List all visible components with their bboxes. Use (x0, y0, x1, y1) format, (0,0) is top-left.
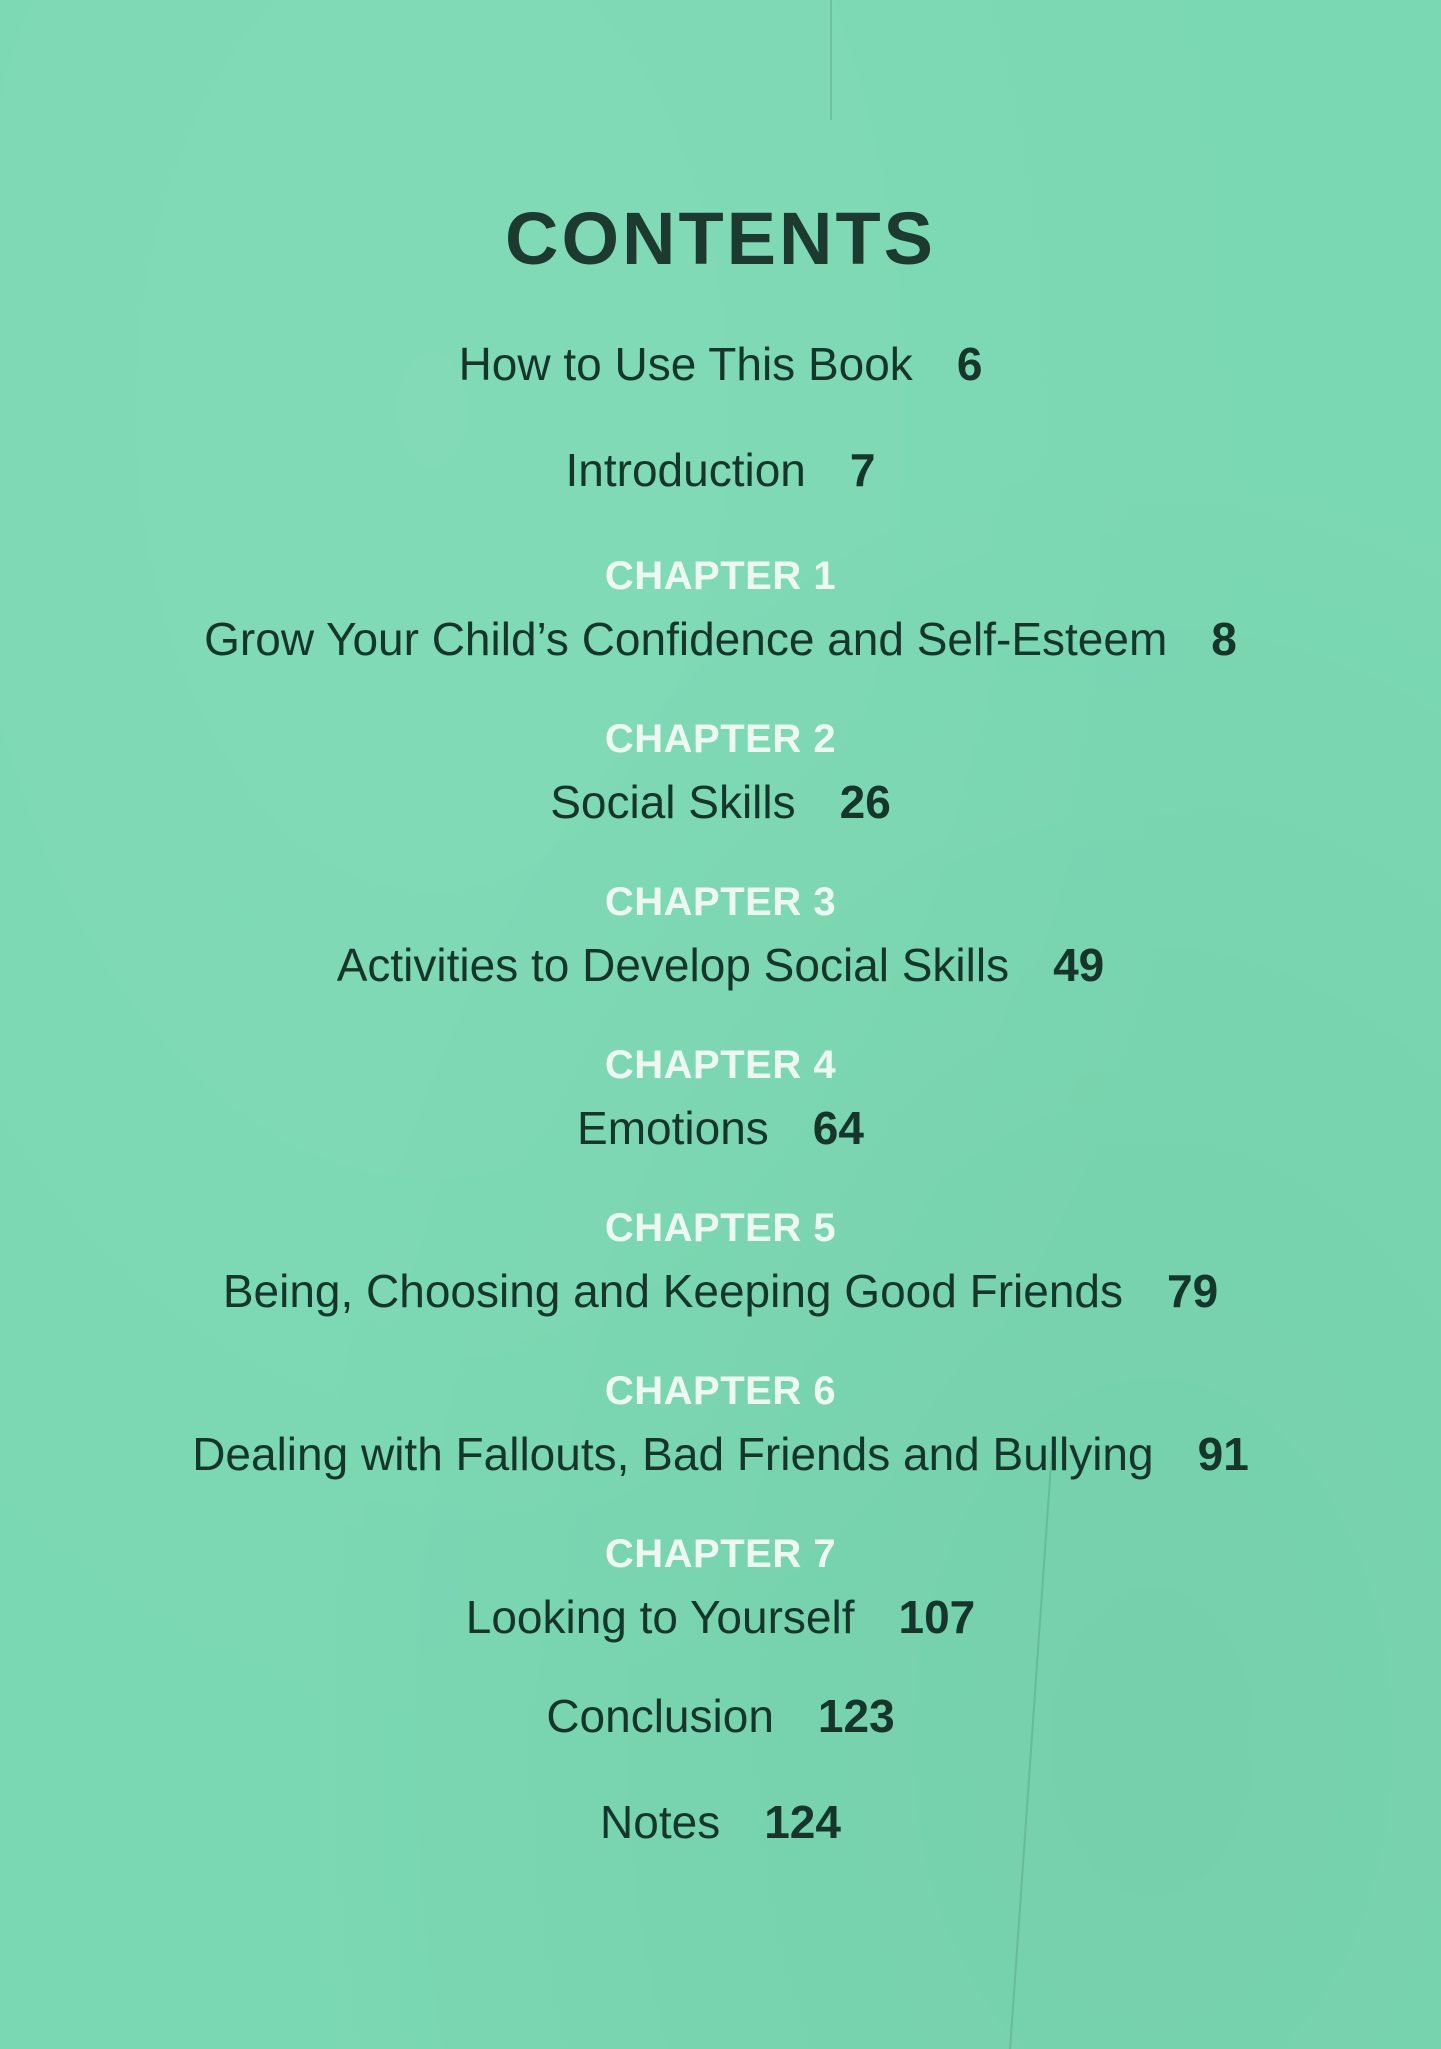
toc-page-number: 64 (812, 1102, 864, 1154)
toc-page-number: 6 (956, 338, 983, 390)
chapter-label: CHAPTER 3 (604, 880, 837, 924)
toc-line (0, 1589, 1441, 1645)
toc-entry-chapter-1[interactable] (0, 553, 1441, 667)
toc-entry-title: Notes (600, 1796, 721, 1848)
toc-page-number: 79 (1167, 1265, 1219, 1317)
toc-entry-how-to-use[interactable] (0, 336, 1441, 392)
toc-entry-title: Social Skills (550, 776, 796, 828)
chapter-label: CHAPTER 2 (604, 717, 837, 761)
toc-line (0, 1426, 1441, 1482)
toc-entry-title: Introduction (565, 444, 806, 496)
toc-entry-title: Activities to Develop Social Skills (336, 939, 1010, 991)
toc-page-number: 26 (839, 776, 891, 828)
toc-page-number: 107 (898, 1591, 976, 1643)
chapter-label: CHAPTER 6 (604, 1369, 837, 1413)
toc-entry-chapter-6[interactable] (0, 1368, 1441, 1482)
toc-entry-title: Emotions (577, 1102, 769, 1154)
toc-entry-title: How to Use This Book (458, 338, 913, 390)
toc-entry-title: Dealing with Fallouts, Bad Friends and Bullying (192, 1428, 1154, 1480)
toc-entry-introduction[interactable] (0, 442, 1441, 498)
chapter-label: CHAPTER 1 (604, 554, 837, 598)
toc-line (0, 1794, 1441, 1850)
toc-entry-title: Looking to Yourself (465, 1591, 855, 1643)
toc-page-number: 123 (817, 1690, 895, 1742)
toc-line (0, 442, 1441, 498)
toc-entry-title: Grow Your Child’s Confidence and Self-Esteem (204, 613, 1168, 665)
page-title: CONTENTS (505, 197, 936, 280)
toc-page-number: 49 (1053, 939, 1105, 991)
toc-entry-notes[interactable] (0, 1794, 1441, 1850)
toc-entry-title: Being, Choosing and Keeping Good Friends (222, 1265, 1123, 1317)
toc-page-number: 124 (764, 1796, 841, 1848)
chapter-label: CHAPTER 4 (604, 1043, 837, 1087)
toc-line (0, 611, 1441, 667)
toc-entry-chapter-5[interactable] (0, 1205, 1441, 1319)
toc-entry-chapter-3[interactable] (0, 879, 1441, 993)
toc-entry-chapter-2[interactable] (0, 716, 1441, 830)
toc-line (0, 774, 1441, 830)
toc-entry-title: Conclusion (546, 1690, 774, 1742)
toc-entry-chapter-7[interactable] (0, 1531, 1441, 1645)
chapter-label: CHAPTER 5 (604, 1206, 837, 1250)
toc-line (0, 1100, 1441, 1156)
toc-entry-chapter-4[interactable] (0, 1042, 1441, 1156)
paper-crease (830, 0, 832, 120)
chapter-label: CHAPTER 7 (604, 1532, 837, 1576)
toc-entry-conclusion[interactable] (0, 1688, 1441, 1744)
toc-page-number: 7 (849, 444, 876, 496)
toc-line (0, 937, 1441, 993)
toc-line (0, 1263, 1441, 1319)
toc-page-number: 8 (1211, 613, 1237, 665)
toc-line (0, 336, 1441, 392)
toc-page-number: 91 (1197, 1428, 1249, 1480)
toc-line (0, 1688, 1441, 1744)
